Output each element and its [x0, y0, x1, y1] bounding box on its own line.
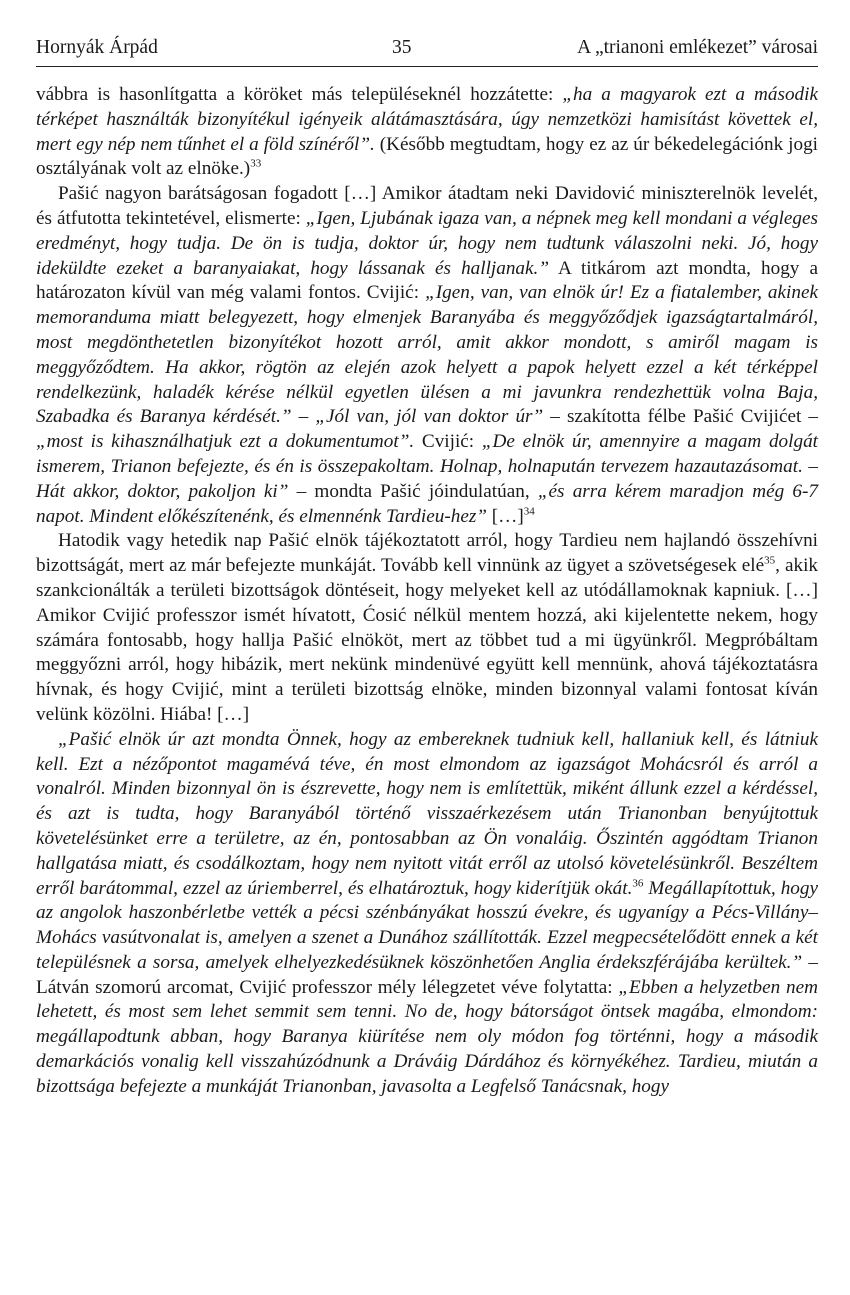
quoted-text: „és arra kérem maradjon még 6-7 napot. Mindent előkészítenénk, és elmennénk Tardieu-hez”	[36, 480, 818, 527]
text-run: […]	[486, 505, 524, 527]
footnote-ref: 34	[523, 505, 535, 518]
quoted-text: „ha a magyarok ezt a második térképet használták bizonyítékul igényeik alátámasztására, úgy nemzetközi hamisítást követtek el, mert egy nép nem tűnhet el a föld színéről”.	[36, 84, 818, 155]
text-run: – mondta Pašić jóindulatúan,	[288, 480, 538, 502]
footnote-ref: 35	[764, 554, 776, 567]
quoted-text: „Igen, Ljubának igaza van, a népnek meg kell mondani a végleges eredményt, hogy tudja. De ön is tudja, doktor úr, hogy nem tudtunk válaszolni neki. Jó, hogy ideküldte ezeket a baranyaiakat, hogy lássanak és halljanak.”	[36, 207, 819, 279]
quoted-text: „most is kihasználhatjuk ezt a dokumentumot”.	[36, 431, 415, 453]
running-header	[36, 36, 818, 67]
footnote-ref: 36	[632, 877, 644, 890]
text-run: A titkárom azt mondta, hogy a határozaton kívül van még valami fontos. Cvijić:	[36, 257, 818, 304]
header-author: Hornyák Árpád	[36, 37, 158, 58]
text-run: Cvijić:	[414, 431, 482, 453]
body-text	[36, 83, 818, 1100]
paragraph	[36, 182, 818, 529]
text-run: vábbra is hasonlítgatta a köröket más településeknél hozzátette:	[36, 84, 563, 105]
text-run: Pašić nagyon barátságosan fogadott […] Amikor átadtam neki Davidović miniszterelnök levelét, és átfutotta tekintetével, elismerte:	[36, 183, 818, 229]
header-title: A „trianoni emlékezet” városai	[577, 37, 818, 58]
quoted-text: „De elnök úr, amennyire a magam dolgát ismerem, Trianon befejezte, és én is összepakoltam. Holnap, holnapután tervezem hazautazásomat. – Hát akkor, doktor, pakoljon ki”	[36, 431, 818, 502]
text-run: – Látván szomorú arcomat, Cvijić professzor mély lélegzetet véve folytatta:	[36, 951, 818, 998]
quoted-text: „Jól van, jól van doktor úr”	[315, 406, 544, 428]
paragraph	[36, 529, 818, 727]
page-number: 35	[392, 37, 412, 58]
paragraph	[36, 83, 818, 182]
text-run: (Később megtudtam, hogy ez az úr békedelegációnk jogi osztályának volt az elnöke.)	[36, 133, 818, 180]
text-run: Hatodik vagy hetedik nap Pašić elnök tájékoztatott arról, hogy Tardieu nem hajlandó összehívni bizottságát, mert az már befejezte munkáját. Tovább kell vinnünk az ügyet a szövetségesek elé	[36, 530, 818, 577]
text-run: –	[291, 406, 316, 428]
quoted-text: „Pašić elnök úr azt mondta Önnek, hogy az embereknek tudniuk kell, hallaniuk kell, és látniuk kell. Ezt a nézőpontot magamévá téve, én most elmondom az igazságot Mohácsról és arról a vonalról. Minden bizonnyal ön is észrevette, hogy nem is említettük, miként állunk ezzel a kérdéssel, és azt is tudta, hogy Baranyából történő visszaérkezésem után Trianonban benyújtottuk követelésünket erre a területre, az én, pontosabban az Ön vonaláig. Őszintén aggódtam Trianon hallgatása miatt, és csodálkoztam, hogy nem nyitott vitát erről az utolsó követelésünkről. Beszéltem erről barátommal, ezzel az úriemberrel, és elhatároztuk, hogy kiderítjük okát.	[36, 728, 818, 899]
text-run: – szakította félbe Pašić Cvijićet –	[543, 406, 819, 428]
book-page	[36, 36, 818, 1100]
quoted-text: Megállapítottuk, hogy az angolok haszonbérletbe vették a pécsi szénbányákat hosszú évekre, és ugyanígy a Pécs-Villány–Mohács vasútvonalat is, amelyen a szenet a Dunához szállították. Ezzel megpecsételődött ennek a két településnek a sorsa, amelyek elhelyezkedésüknek köszönhetően Anglia érdekszférájába kerültek.”	[36, 877, 818, 973]
quoted-text: „Igen, van, van elnök úr! Ez a fiatalember, akinek memoranduma miatt belegyezett, hogy elmenjek Baranyába és meggyőződjek igazságtartalmáról, most megdönthetetlen bizonyítékot hozott arról, amit akkor mondott, s amiről magam is meggyőződtem. Ha akkor, rögtön az elején azok helyett a papok helyett ezzel a két térképpel rendelkezünk, haladék kérése nélkül egyetlen ülésen a mi javunkra rendezhettük volna Baja, Szabadka és Baranya kérdését.”	[36, 282, 819, 428]
paragraph	[36, 728, 818, 1100]
quoted-text: „Ebben a helyzetben nem lehetett, és most sem lehet semmit sem tenni. No de, hogy bátorságot öntsek magába, elmondom: megállapodtunk abban, hogy Baranya kiürítése nem oly módon fog történni, hogy a második demarkációs vonalig kell visszahúzódnunk a Dráváig Dárdához és környékéhez. Tardieu, miután a bizottsága befejezte a munkáját Trianonban, javasolta a Legfelső Tanácsnak, hogy	[36, 976, 818, 1097]
footnote-ref: 33	[250, 158, 262, 170]
text-run: , akik szankcionálták a területi bizottságok döntéseit, hogy melyeket kell az utódállamoknak kapniuk. […] Amikor Cvijić professzor ismét hívatott, Ćosić nélkül mentem hozzá, aki kijelentette nekem, hogy számára fontosabb, hogy hallja Pašić elnököt, mert az többet tud a mi ügyünkről. Megpróbáltam meggyőzni arról, hogy hibázik, mert nekünk mindenüvé együtt kell mennünk, ahová tájékoztatásra hívnak, és hogy Cvijić, mint a területi bizottság elnöke, minden bizonnyal valami fontosat kíván velünk közölni. Hiába! […]	[36, 555, 819, 725]
